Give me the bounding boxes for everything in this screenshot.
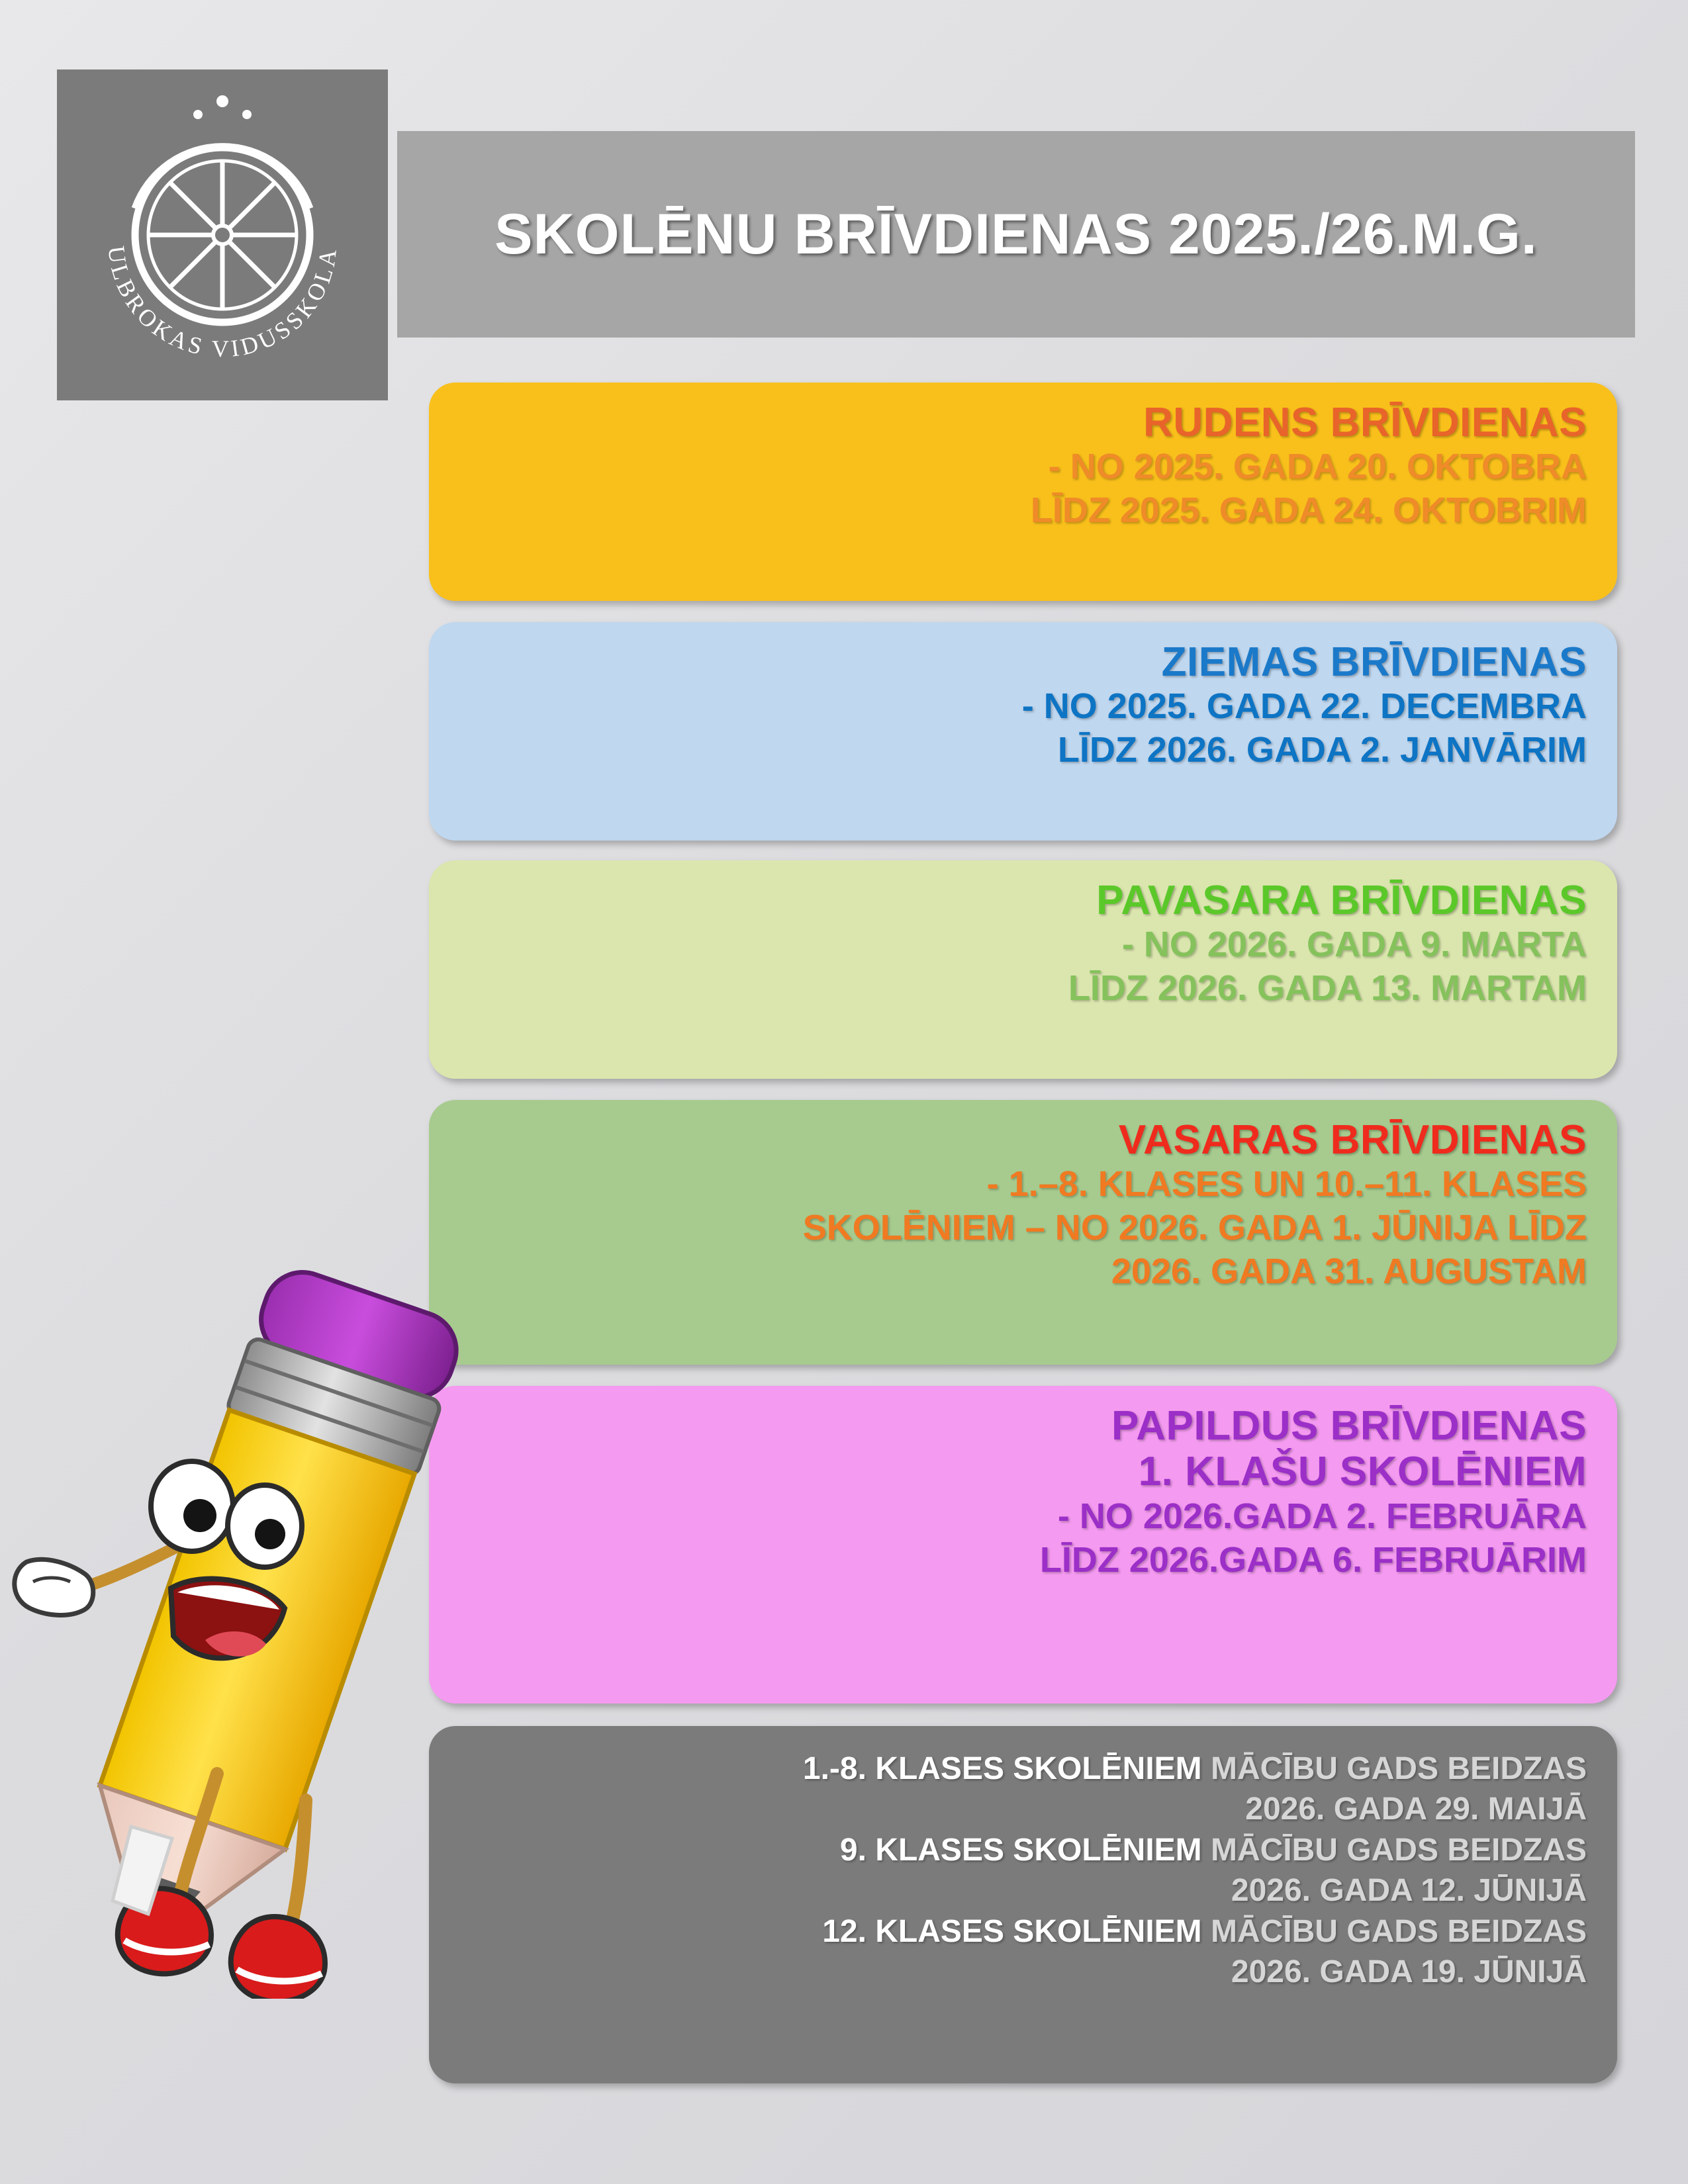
footer-row-2-grades: 9. KLASES SKOLĒNIEM [839, 1832, 1202, 1868]
autumn-heading: RUDENS BRĪVDIENAS [1143, 400, 1587, 445]
right-glove [286, 1337, 378, 1430]
spring-line-2: LĪDZ 2026. GADA 13. MARTAM [1068, 968, 1587, 1009]
summer-line-1: - 1.–8. KLASES UN 10.–11. KLASES [986, 1164, 1587, 1205]
footer-row-2 [459, 1830, 1587, 1870]
footer-row-3 [459, 1911, 1587, 1952]
shoes [118, 1888, 325, 1999]
mascot-face [151, 1461, 302, 1658]
left-glove [15, 1559, 93, 1615]
footer-row-1-rest: MĀCĪBU GADS BEIDZAS [1201, 1751, 1587, 1786]
extra-heading-line-1: PAPILDUS BRĪVDIENAS [1111, 1403, 1587, 1449]
summer-line-3: 2026. GADA 31. AUGUSTAM [1111, 1251, 1587, 1292]
footer-row-3-date: 2026. GADA 19. JŪNIJĀ [1231, 1954, 1587, 1990]
footer-row-2-date: 2026. GADA 12. JŪNIJĀ [1231, 1873, 1587, 1909]
school-logo [57, 69, 388, 400]
footer-row-2-rest: MĀCĪBU GADS BEIDZAS [1201, 1832, 1587, 1868]
extra-heading-line-2: 1. KLAŠU SKOLĒNIEM [1138, 1449, 1587, 1495]
summer-heading: VASARAS BRĪVDIENAS [1118, 1117, 1587, 1163]
holiday-card-winter [429, 622, 1617, 841]
extra-line-2: LĪDZ 2026.GADA 6. FEBRUĀRIM [1039, 1539, 1587, 1580]
extra-line-1: - NO 2026.GADA 2. FEBRUĀRA [1057, 1496, 1587, 1536]
page-title: SKOLĒNU BRĪVDIENAS 2025./26.M.G. [494, 202, 1538, 266]
logo-wheel-icon [57, 69, 388, 400]
holiday-card-summer [429, 1100, 1617, 1365]
winter-line-2: LĪDZ 2026. GADA 2. JANVĀRIM [1057, 730, 1587, 770]
holiday-card-autumn [429, 383, 1617, 601]
footer-row-3-rest: MĀCĪBU GADS BEIDZAS [1201, 1913, 1587, 1949]
footer-row-1 [459, 1749, 1587, 1789]
poster-title-bar [397, 131, 1635, 338]
spring-line-1: - NO 2026. GADA 9. MARTA [1121, 925, 1587, 965]
winter-heading: ZIEMAS BRĪVDIENAS [1161, 639, 1587, 685]
holiday-card-spring [429, 860, 1617, 1079]
spring-heading: PAVASARA BRĪVDIENAS [1096, 878, 1587, 923]
footer-row-1-grades: 1.-8. KLASES SKOLĒNIEM [802, 1751, 1202, 1786]
autumn-line-1: - NO 2025. GADA 20. OKTOBRA [1048, 447, 1587, 487]
autumn-line-2: LĪDZ 2025. GADA 24. OKTOBRIM [1030, 490, 1587, 531]
svg-text:ULBROKAS VIDUSSKOLA: ULBROKAS VIDUSSKOLA [103, 244, 342, 363]
summer-line-2: SKOLĒNIEM – NO 2026. GADA 1. JŪNIJA LĪDZ [802, 1208, 1587, 1248]
logo-graphic [57, 69, 388, 400]
holiday-card-extra [429, 1386, 1617, 1704]
school-year-end-block [429, 1726, 1617, 2083]
footer-row-3-grades: 12. KLASES SKOLĒNIEM [822, 1913, 1202, 1949]
footer-row-1-date: 2026. GADA 29. MAIJĀ [1245, 1792, 1587, 1827]
winter-line-1: - NO 2025. GADA 22. DECEMBRA [1021, 686, 1587, 727]
